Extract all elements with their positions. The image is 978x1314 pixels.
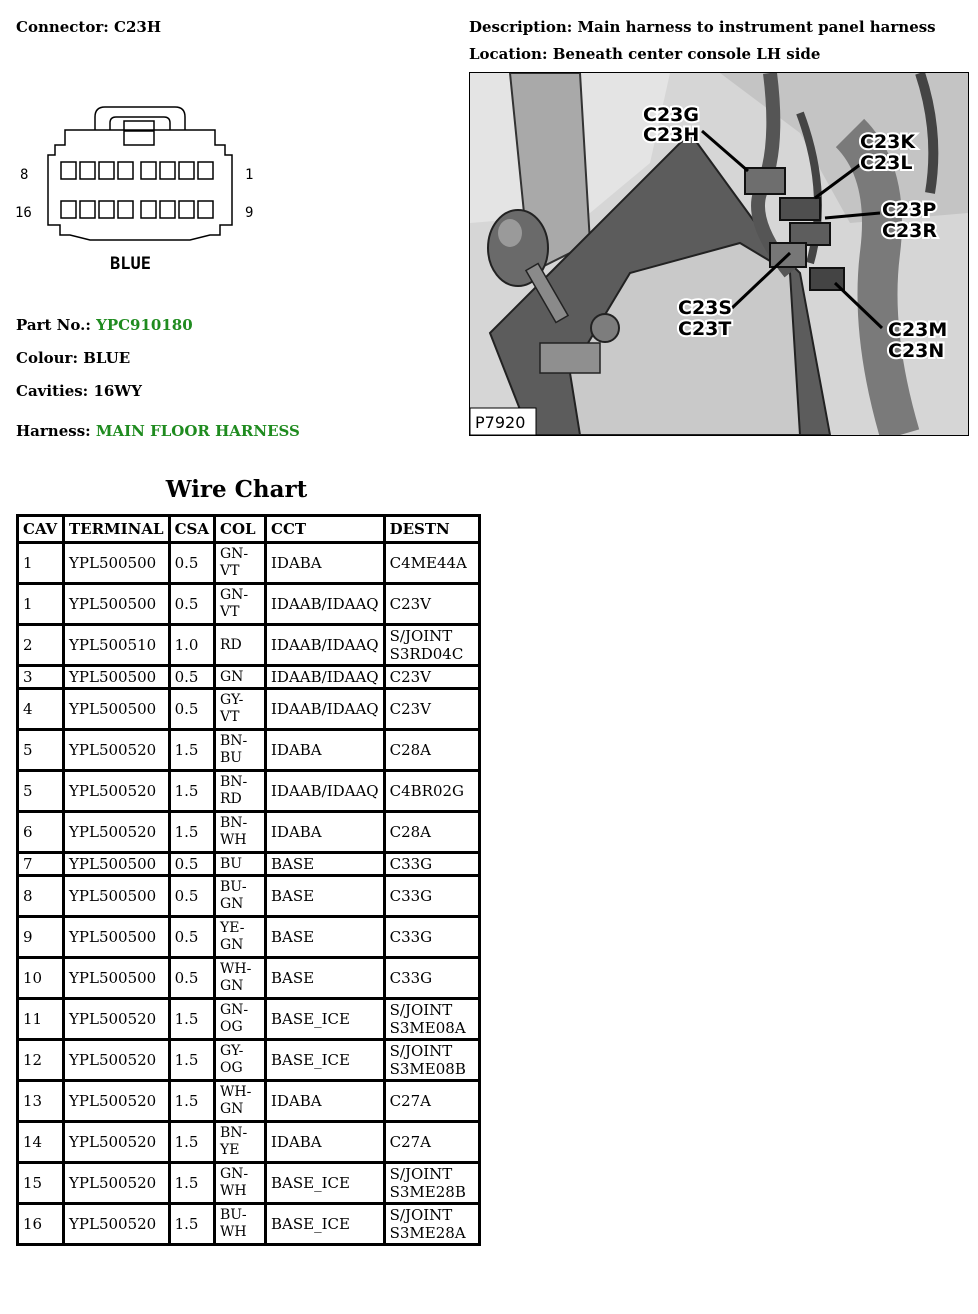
cell-terminal: YPL500510 [64, 625, 170, 666]
cell-col-line1: BU- [220, 1207, 247, 1223]
cell-col [215, 999, 266, 1040]
header-col: COL [215, 516, 266, 543]
cell-col [215, 1204, 266, 1245]
cell-col [215, 1122, 266, 1163]
cell-terminal: YPL500500 [64, 958, 170, 999]
cell-destn-line1: C23V [389, 595, 432, 613]
cell-cav: 3 [18, 666, 64, 689]
cell-destn-line1: S/JOINT [389, 1165, 453, 1183]
cell-csa: 1.5 [169, 1163, 214, 1204]
cell-col-line1: GN- [220, 1002, 249, 1018]
cell-destn [384, 1122, 479, 1163]
header-csa: CSA [169, 516, 214, 543]
wire-chart-body [18, 543, 480, 1245]
cell-cav: 16 [18, 1204, 64, 1245]
cell-destn [384, 1204, 479, 1245]
cell-cct: BASE_ICE [266, 1040, 385, 1081]
cell-col-line2: GN [220, 896, 244, 912]
colour-value: BLUE [83, 349, 131, 367]
cell-destn [384, 584, 479, 625]
cell-csa: 1.5 [169, 771, 214, 812]
part-number-label: Part No.: [16, 316, 91, 334]
cell-cav: 14 [18, 1122, 64, 1163]
table-row [18, 689, 480, 730]
cell-cct: IDAAB/IDAAQ [266, 689, 385, 730]
cell-col-line2: GN [220, 978, 244, 994]
colour-line [16, 349, 130, 367]
callout-c23g: C23G [643, 104, 699, 126]
cell-col [215, 1163, 266, 1204]
callout-c23h: C23H [643, 124, 700, 146]
cavities-label: Cavities: [16, 382, 89, 400]
photo-reference: P7920 [475, 413, 526, 432]
pin-label-8: 8 [20, 167, 29, 183]
cell-terminal: YPL500500 [64, 876, 170, 917]
cell-destn-line1: C4BR02G [389, 782, 465, 800]
connector-colour-text: BLUE [110, 254, 151, 274]
cell-csa: 0.5 [169, 917, 214, 958]
connector-header [16, 18, 161, 36]
cell-csa: 1.5 [169, 1081, 214, 1122]
cell-destn [384, 853, 479, 876]
cell-cav: 5 [18, 730, 64, 771]
cell-cav: 6 [18, 812, 64, 853]
location-photo [469, 72, 969, 436]
photo-illustration [470, 73, 968, 435]
cell-destn-line1: S/JOINT [389, 1206, 453, 1224]
location-label: Location: [469, 45, 548, 63]
cell-col-line2: WH [220, 1224, 247, 1240]
cavities-value: 16WY [93, 382, 142, 400]
wire-chart-table [16, 514, 481, 1246]
cell-col-line1: GN [220, 668, 244, 685]
cell-csa: 1.5 [169, 999, 214, 1040]
callout-c23n: C23N [888, 340, 945, 362]
cell-csa: 0.5 [169, 958, 214, 999]
cell-cav: 13 [18, 1081, 64, 1122]
cell-col [215, 666, 266, 689]
cell-csa: 1.5 [169, 1040, 214, 1081]
cell-col-line1: BN- [220, 774, 248, 790]
cell-col [215, 771, 266, 812]
cell-destn [384, 689, 479, 730]
cell-destn-line1: C33G [389, 855, 433, 873]
cell-cct: IDABA [266, 730, 385, 771]
cell-destn [384, 543, 479, 584]
cell-destn [384, 999, 479, 1040]
cell-destn-line1: C28A [389, 741, 432, 759]
cell-cct: BASE_ICE [266, 999, 385, 1040]
cell-col-line2: WH [220, 832, 247, 848]
cell-col-line2: GN [220, 937, 244, 953]
cell-col [215, 689, 266, 730]
cell-destn-line1: C27A [389, 1133, 432, 1151]
cell-csa: 1.0 [169, 625, 214, 666]
cell-csa: 0.5 [169, 853, 214, 876]
cell-destn-line2: S3ME08B [389, 1060, 466, 1078]
cavity-grid [61, 162, 213, 218]
cell-col [215, 876, 266, 917]
cell-destn [384, 917, 479, 958]
cell-col-line2: WH [220, 1183, 247, 1199]
table-row [18, 1081, 480, 1122]
table-row [18, 1122, 480, 1163]
table-row [18, 584, 480, 625]
pin-label-1: 1 [245, 167, 254, 183]
cell-destn-line1: C23V [389, 668, 432, 686]
cell-col [215, 917, 266, 958]
cell-col-line1: WH- [220, 1084, 252, 1100]
cell-terminal: YPL500520 [64, 812, 170, 853]
cell-terminal: YPL500520 [64, 1163, 170, 1204]
cell-terminal: YPL500520 [64, 730, 170, 771]
cell-cav: 7 [18, 853, 64, 876]
header-terminal: TERMINAL [64, 516, 170, 543]
cell-col-line1: YE- [220, 920, 245, 936]
cell-destn-line1: S/JOINT [389, 1001, 453, 1019]
cell-col-line1: BU- [220, 879, 247, 895]
cell-cct: IDAAB/IDAAQ [266, 625, 385, 666]
location-value: Beneath center console LH side [552, 45, 821, 63]
table-row [18, 853, 480, 876]
cell-destn-line1: C33G [389, 887, 433, 905]
cell-col-line1: GN- [220, 546, 249, 562]
cell-col-line1: GN- [220, 1166, 249, 1182]
cell-col-line2: GN [220, 1101, 244, 1117]
wire-chart-title: Wire Chart [165, 476, 308, 503]
cell-destn [384, 666, 479, 689]
cell-col-line1: GN- [220, 587, 249, 603]
cell-terminal: YPL500520 [64, 1204, 170, 1245]
cell-destn-line1: C33G [389, 969, 433, 987]
cell-cav: 12 [18, 1040, 64, 1081]
table-row [18, 917, 480, 958]
header-cav: CAV [18, 516, 64, 543]
cell-destn-line2: S3ME28A [389, 1224, 466, 1242]
latch-outline [95, 107, 185, 130]
cell-col-line2: BU [220, 750, 243, 766]
cell-col [215, 730, 266, 771]
cell-csa: 1.5 [169, 1122, 214, 1163]
cell-col [215, 812, 266, 853]
cell-cct: IDABA [266, 1081, 385, 1122]
harness-link[interactable]: MAIN FLOOR HARNESS [95, 422, 300, 440]
table-row [18, 666, 480, 689]
cell-col-line2: RD [220, 791, 242, 807]
cell-destn-line1: C23V [389, 700, 432, 718]
cell-terminal: YPL500500 [64, 584, 170, 625]
cell-destn [384, 730, 479, 771]
cell-destn [384, 958, 479, 999]
cell-csa: 1.5 [169, 730, 214, 771]
callout-c23s: C23S [678, 297, 733, 319]
cell-destn [384, 1163, 479, 1204]
cell-cav: 2 [18, 625, 64, 666]
callout-c23r: C23R [882, 220, 938, 242]
cell-col-line2: OG [220, 1019, 243, 1035]
cell-col [215, 584, 266, 625]
cell-col [215, 1040, 266, 1081]
cell-destn-line1: S/JOINT [389, 627, 453, 645]
cell-csa: 0.5 [169, 666, 214, 689]
cell-cct: IDAAB/IDAAQ [266, 666, 385, 689]
cell-destn [384, 1040, 479, 1081]
cavities-line [16, 382, 142, 400]
cell-destn [384, 1081, 479, 1122]
cell-terminal: YPL500520 [64, 771, 170, 812]
cell-destn [384, 876, 479, 917]
connector-face-diagram [10, 95, 270, 285]
location-line [469, 45, 820, 63]
cell-col [215, 853, 266, 876]
cell-col-line2: VT [220, 563, 240, 579]
cell-terminal: YPL500500 [64, 666, 170, 689]
table-row [18, 958, 480, 999]
callout-c23l: C23L [860, 152, 913, 174]
cell-csa: 0.5 [169, 543, 214, 584]
harness-line [16, 422, 300, 440]
cell-cct: BASE [266, 853, 385, 876]
cell-destn-line2: S3ME28B [389, 1183, 466, 1201]
table-row [18, 876, 480, 917]
cell-col [215, 1081, 266, 1122]
table-row [18, 543, 480, 584]
cell-col [215, 625, 266, 666]
connector-body [48, 130, 232, 240]
cell-col-line2: OG [220, 1060, 243, 1076]
table-row [18, 1204, 480, 1245]
cell-terminal: YPL500500 [64, 689, 170, 730]
cell-cav: 4 [18, 689, 64, 730]
cell-col-line1: BU [220, 855, 243, 872]
cell-col [215, 958, 266, 999]
cell-cct: IDABA [266, 1122, 385, 1163]
cell-cav: 1 [18, 543, 64, 584]
cell-cct: BASE [266, 958, 385, 999]
cell-terminal: YPL500520 [64, 1040, 170, 1081]
cell-col-line1: BN- [220, 733, 248, 749]
cell-terminal: YPL500500 [64, 543, 170, 584]
cell-col-line2: VT [220, 709, 240, 725]
cell-cav: 10 [18, 958, 64, 999]
header-cct: CCT [266, 516, 385, 543]
pin-label-16: 16 [15, 205, 32, 221]
cell-terminal: YPL500500 [64, 917, 170, 958]
cell-cct: BASE [266, 876, 385, 917]
cell-destn-line1: S/JOINT [389, 1042, 453, 1060]
table-row [18, 730, 480, 771]
cell-cct: BASE_ICE [266, 1163, 385, 1204]
cell-cav: 1 [18, 584, 64, 625]
cell-cct: IDAAB/IDAAQ [266, 584, 385, 625]
cell-col-line1: RD [220, 636, 242, 653]
connector-label: Connector: [16, 18, 109, 36]
cell-destn [384, 812, 479, 853]
cell-col-line2: YE [220, 1142, 240, 1158]
description-line [469, 18, 936, 36]
cell-col-line1: BN- [220, 1125, 248, 1141]
cell-cct: IDAAB/IDAAQ [266, 771, 385, 812]
cell-terminal: YPL500520 [64, 1081, 170, 1122]
cell-destn-line1: C4ME44A [389, 554, 467, 572]
table-header-row [18, 516, 480, 543]
colour-label: Colour: [16, 349, 78, 367]
callout-c23m: C23M [888, 319, 948, 341]
callout-c23t: C23T [678, 318, 732, 340]
table-row [18, 1163, 480, 1204]
cell-csa: 0.5 [169, 689, 214, 730]
callout-c23p: C23P [882, 199, 937, 221]
cell-destn-line1: C27A [389, 1092, 432, 1110]
pin-label-9: 9 [245, 205, 254, 221]
table-row [18, 625, 480, 666]
table-row [18, 1040, 480, 1081]
cell-destn-line2: S3RD04C [389, 645, 464, 663]
description-label: Description: [469, 18, 573, 36]
table-row [18, 812, 480, 853]
cell-csa: 1.5 [169, 1204, 214, 1245]
cell-col [215, 543, 266, 584]
cell-terminal: YPL500520 [64, 1122, 170, 1163]
part-number-line [16, 316, 193, 334]
callout-c23k: C23K [860, 131, 916, 153]
cell-cav: 9 [18, 917, 64, 958]
cell-cav: 15 [18, 1163, 64, 1204]
cell-destn-line2: S3ME08A [389, 1019, 466, 1037]
cell-col-line2: VT [220, 604, 240, 620]
table-row [18, 999, 480, 1040]
cell-cct: IDABA [266, 543, 385, 584]
harness-label: Harness: [16, 422, 91, 440]
cell-cct: BASE_ICE [266, 1204, 385, 1245]
cell-destn-line1: C28A [389, 823, 432, 841]
table-row [18, 771, 480, 812]
cell-csa: 1.5 [169, 812, 214, 853]
description-value: Main harness to instrument panel harness [577, 18, 936, 36]
header-destn: DESTN [384, 516, 479, 543]
cell-cav: 11 [18, 999, 64, 1040]
cell-destn [384, 625, 479, 666]
cell-col-line1: WH- [220, 961, 252, 977]
cell-col-line1: GY- [220, 1043, 244, 1059]
cell-col-line1: BN- [220, 815, 248, 831]
cell-csa: 0.5 [169, 584, 214, 625]
cell-cav: 5 [18, 771, 64, 812]
cell-cct: BASE [266, 917, 385, 958]
cell-terminal: YPL500520 [64, 999, 170, 1040]
cell-cav: 8 [18, 876, 64, 917]
connector-value: C23H [114, 18, 162, 36]
cell-csa: 0.5 [169, 876, 214, 917]
cell-destn [384, 771, 479, 812]
cell-destn-line1: C33G [389, 928, 433, 946]
cell-terminal: YPL500500 [64, 853, 170, 876]
part-number-link[interactable]: YPC910180 [96, 316, 193, 334]
cell-col-line1: GY- [220, 692, 244, 708]
cell-cct: IDABA [266, 812, 385, 853]
